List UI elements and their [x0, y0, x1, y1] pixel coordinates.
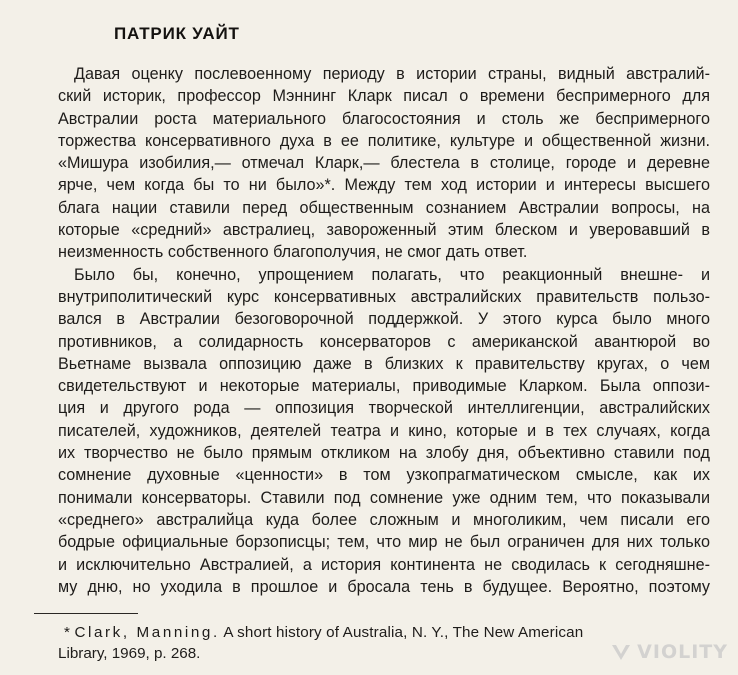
text-line: и исключительно Австралией, а история континента не сводилась к сегодняшне-	[58, 555, 710, 574]
text-line: бодрые официальные борзописцы; тем, что мир не был ограничен для них только	[58, 533, 710, 552]
text-line: которые «средний» австралиец, завороженный этим блеском и уверовавший в	[58, 221, 710, 240]
text-line: ский историк, профессор Мэннинг Кларк писал о времени беспримерного для	[58, 87, 710, 106]
text-line: неизменность собственного благополучия, не смог дать ответ.	[58, 243, 528, 262]
footnote-line-1	[58, 622, 710, 643]
text-line: противников, а солидарность консерваторов с американской авантюрой во	[58, 332, 710, 351]
footnote-author: Clark, Manning.	[74, 624, 220, 641]
text-line: «среднего» австралийца куда более сложным и многоликим, чем писали его	[58, 510, 710, 529]
footnote-marker: *	[64, 624, 75, 641]
text-line: сомнение духовные «ценности» в том узкопрагматическом смысле, как их	[58, 466, 710, 485]
paragraph-1	[58, 63, 710, 264]
paragraph-2	[58, 264, 710, 598]
text-line: понимали консерваторы. Ставили под сомнение уже одним тем, что показывали	[58, 488, 710, 507]
text-line: Австралии роста материального благосостояния и столь же беспримерного	[58, 109, 710, 128]
text-line: Давая оценку послевоенному периоду в истории страны, видный австралий-	[74, 65, 710, 83]
text-line: вался в Австралии безоговорочной поддержкой. У этого курса было много	[58, 310, 710, 329]
text-line: «Мишура изобилия,— отмечал Кларк,— блестела в столице, городе и деревне	[58, 154, 710, 173]
footnote-citation: A short history of Australia, N. Y., The New American	[219, 624, 584, 641]
text-line: свидетельствуют и некоторые материалы, приводимые Кларком. Была оппози-	[58, 377, 710, 396]
footnote	[58, 622, 710, 664]
text-line: торжества консервативного духа в ее политике, культуре и общественной жизни.	[58, 131, 710, 150]
text-line: му дню, но уходила в прошлое и бросала тень в будущее. Вероятно, поэтому	[58, 577, 710, 596]
body-text	[58, 63, 710, 598]
text-line: внутриполитический курс консервативных австралийских правительств пользо-	[58, 287, 710, 306]
text-line: Было бы, конечно, упрощением полагать, что реакционный внешне- и	[74, 265, 710, 284]
text-line: их творчество не было прямым откликом на злобу дня, объективно ставили под	[58, 444, 710, 463]
running-title: ПАТРИК УАЙТ	[114, 24, 240, 43]
text-line: ция и другого рода — оппозиция творческой интеллигенции, австралийских	[58, 399, 710, 418]
text-line: блага нации ставили перед общественным сознанием Австралии вопросы, на	[58, 198, 710, 217]
text-line: писателей, художников, деятелей театра и кино, которые и в тех случаях, когда	[58, 421, 710, 440]
text-line: Вьетнаме вызвала оппозицию даже в близких к правительству кругах, о чем	[58, 354, 710, 373]
footnote-divider	[34, 613, 138, 614]
text-line: ярче, чем когда бы то ни было»*. Между тем ход истории и интересы высшего	[58, 176, 710, 195]
watermark-text: VIOLITY	[637, 641, 728, 663]
footnote-line-2: Library, 1969, p. 268.	[58, 645, 201, 662]
